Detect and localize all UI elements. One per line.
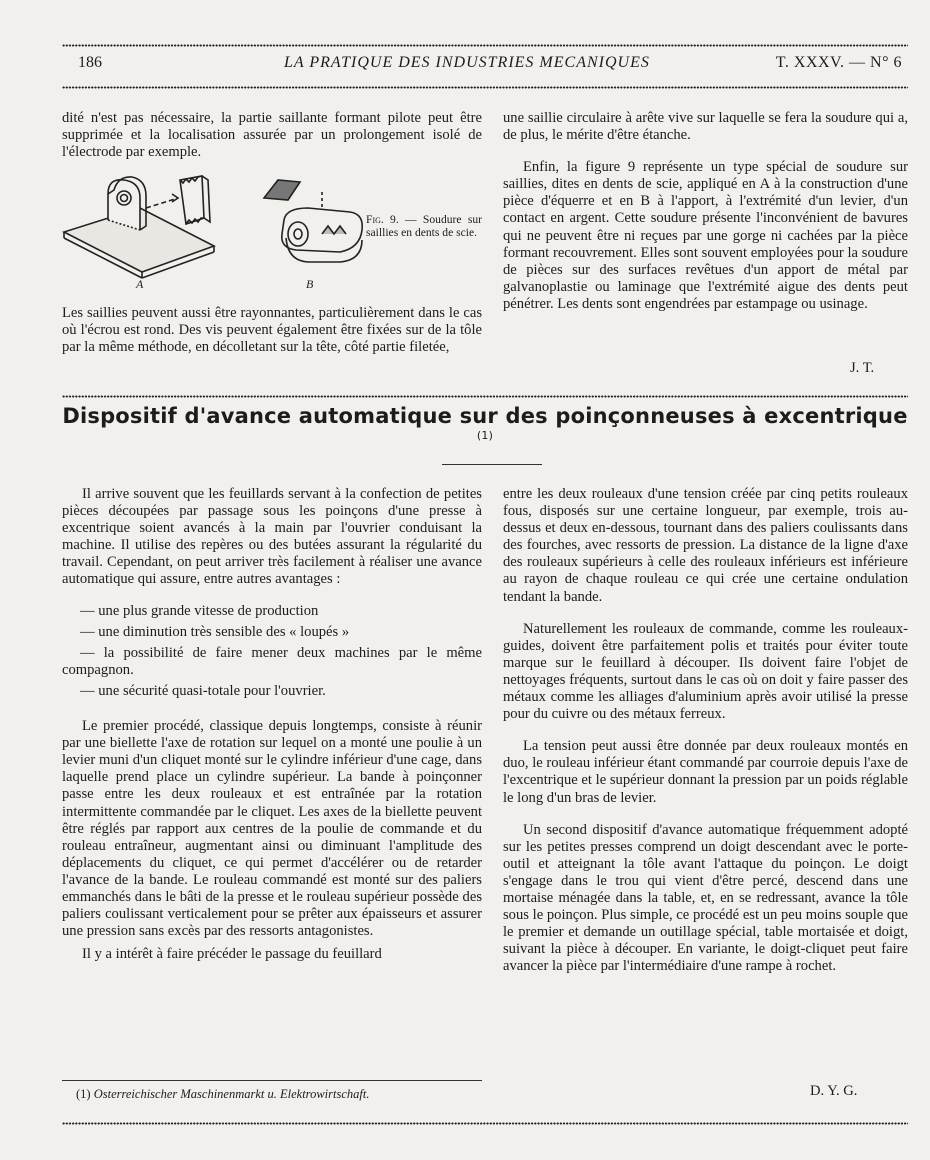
figure-label-a: A <box>136 277 144 291</box>
advantage-item-1: — une plus grande vitesse de production <box>80 602 319 619</box>
signature-jt: J. T. <box>850 360 875 376</box>
figure-caption-label: Fig. 9. <box>366 213 399 226</box>
advantage-item-3: — la possibilité de faire mener deux machines par le même compagnon. <box>62 644 482 678</box>
article-title-text: Dispositif d'avance automatique sur des poinçonneuses à excentrique <box>62 404 908 428</box>
signature-dyg: D. Y. G. <box>810 1083 858 1099</box>
figure-caption-text: — Soudure sur saillies en dents de scie. <box>366 213 482 239</box>
figure-caption <box>366 213 482 239</box>
figure-a-bracket <box>64 176 214 278</box>
bottom-dotted-rule <box>62 1122 908 1125</box>
footnote-text: Osterreichischer Maschinenmarkt u. Elektrowirtschaft. <box>93 1087 370 1101</box>
article-title-note: (1) <box>476 429 494 442</box>
article-right-column <box>503 486 908 975</box>
section-dotted-rule <box>62 395 908 398</box>
top-right-column <box>503 110 908 313</box>
top-right-paragraph-2: Enfin, la figure 9 représente un type spécial de soudure sur saillies, dites en dents de scie, appliqué en A à la construction d'une pièce d'équerre et en B à l'apport, à l'extrémité d'un levier, d'un contact en argent. Cette soudure présente l'inconvénient de bavures qui ne peuvent être ni reçues par une gorge ni cachées par la pièce formant recouvrement. Elles sont souvent employées pour la soudure de pièces sur des surfaces revêtues d'un apport de métal par galvanoplastie ou laminage que l'extrémité aigue des dents peut pénétrer. Les dents sont engendrées par estampage ou usinage. <box>503 159 908 312</box>
top-left-paragraph-2: Les saillies peuvent aussi être rayonnantes, particulièrement dans le cas où l'écrou est rond. Des vis peuvent également être fixées sur de la tôle par la même méthode, en décolletant sur la tête, côté partie filetée, <box>62 305 482 356</box>
article-left-column <box>62 486 482 963</box>
footnote-mark: (1) <box>76 1087 91 1101</box>
page-number: 186 <box>78 54 102 71</box>
advantage-item-2: — une diminution très sensible des « loupés » <box>80 623 350 640</box>
article-left-paragraph-1: Il arrive souvent que les feuillards servant à la confection de petites pièces découpées par passage sous les poinçons d'une presse à excentrique soient avancés à la main par l'ouvrier conduisant la machine. Il utilise des repères ou des butées assurant la régularité du travail. Cependant, on peut arriver très facilement à réaliser une avance automatique qui assure, entre autres avantages : <box>62 486 482 588</box>
top-right-paragraph-1: une saillie circulaire à arête vive sur laquelle se fera la soudure qui a, de plus, le mérite d'être étanche. <box>503 110 908 144</box>
journal-title: LA PRATIQUE DES INDUSTRIES MECANIQUES <box>284 54 650 71</box>
top-left-paragraph-1: dité n'est pas nécessaire, la partie saillante formant pilote peut être supprimée et la localisation assurée par un prolongement isolé de l'électrode par exemple. <box>62 110 482 161</box>
article-right-paragraph-3: La tension peut aussi être donnée par deux rouleaux montés en duo, le rouleau inférieur étant commandé par courroie depuis l'axe de l'excentrique et le supérieur donnant la pression par un poids réglable le long d'un bras de levier. <box>503 738 909 806</box>
top-left-column <box>62 110 482 161</box>
title-rule <box>442 464 542 465</box>
article-title <box>62 404 908 452</box>
footnote <box>76 1087 369 1102</box>
advantage-item-4: — une sécurité quasi-totale pour l'ouvrier. <box>80 682 326 699</box>
article-right-paragraph-1: entre les deux rouleaux d'une tension créée par cinq petits rouleaux fous, disposés sur une certaine longueur, par exemple, trois au-dessus et deux en-dessous, tournant dans des paliers coulissants dans des fourches, avec ressorts de pression. La distance de la ligne d'axe des rouleaux supérieurs à celle des rouleaux inférieurs est inférieure au rayon de chaque rouleau ce qui crée une certaine ondulation tendant la bande. <box>503 486 908 605</box>
footnote-rule <box>62 1080 482 1081</box>
article-right-paragraph-4: Un second dispositif d'avance automatique fréquemment adopté sur les petites presses comprend un doigt descendant avec le porte-outil et atteignant la tôle avant l'attaque du poinçon. Le doigt s'engage dans le trou qui vient d'être percé, descend dans une mortaise ménagée dans la table, et, en se redressant, avance la tôle sous le poinçon. Plus simple, ce procédé est un peu moins souple que le premier et demande un outillage spécial, table mortaisée et doigt, suivant la pièce à découper. En variante, le doigt-cliquet peut faire avancer la pièce par l'intermédiaire d'une rampe à rochet. <box>503 821 908 975</box>
article-right-paragraph-2: Naturellement les rouleaux de commande, comme les rouleaux-guides, doivent être parfaitement polis et traités pour éviter toute marque sur le feuillard à découper. Ils doivent faire l'objet de nettoyages fréquents, surtout dans le cas où on doit y faire passer des métaux comme les alliages d'aluminium après avoir utilisé la presse pour du cuivre ou des métaux ferreux. <box>503 620 908 723</box>
top-dotted-rule <box>62 44 908 47</box>
volume-issue: T. XXXV. — N° 6 <box>775 54 902 71</box>
article-left-paragraph-3: Il y a intérêt à faire précéder le passage du feuillard <box>82 946 382 963</box>
running-header <box>62 54 908 78</box>
figure-label-b: B <box>306 277 314 291</box>
figure-b-lever <box>264 180 362 262</box>
article-left-paragraph-2: Le premier procédé, classique depuis longtemps, consiste à réunir par une biellette l'axe de rotation sur lequel on a monté une poulie à un levier muni d'un cliquet monté sur le cylindre inférieur d'une cage, dans laquelle prend place un cylindre supérieur. La bande à poinçonner passe entre les deux rouleaux et est entraînée par la rotation intermittente commandée par le cliquet. Les axes de la biellette peuvent être réglés par rapport aux centres de la poulie de commande et du rouleau entraîneur, augmentant ainsi ou diminuant l'amplitude des déplacements du cliquet, ce qui permet d'accélérer ou de retarder l'avance de la bande. Le rouleau commandé est monté sur des paliers emmanchés dans le bâti de la presse et le rouleau supérieur possède des paliers coulissant verticalement pour se prêter aux épaisseurs et assurer une pression sans excès par des ressorts antagonistes. <box>62 718 482 940</box>
top-left-column-continued <box>62 305 482 356</box>
header-dotted-rule <box>62 86 908 89</box>
